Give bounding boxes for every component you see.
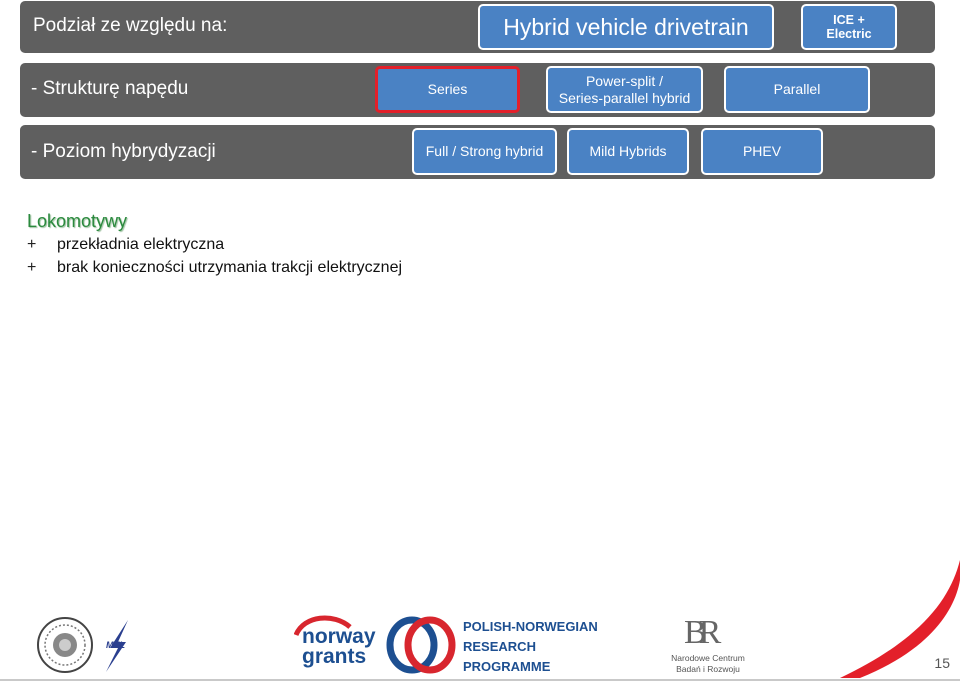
plus-marker: + xyxy=(27,259,37,276)
list-item xyxy=(27,233,402,256)
power-split-button[interactable]: Power-split / Series-parallel hybrid xyxy=(546,66,703,113)
hybrid-drivetrain-title[interactable]: Hybrid vehicle drivetrain xyxy=(478,4,774,50)
ncbr-text: Narodowe Centrum Badań i Rozwoju xyxy=(671,653,745,674)
pnrp-text: POLISH-NORWEGIAN RESEARCH PROGRAMME xyxy=(463,619,598,674)
university-seal-icon xyxy=(36,616,94,674)
list-item-text: przekładnia elektryczna xyxy=(57,236,225,253)
footer-divider xyxy=(0,679,960,681)
content-section xyxy=(27,211,402,279)
ice-electric-button[interactable]: ICE + Electric xyxy=(801,4,897,50)
plus-marker: + xyxy=(27,236,37,253)
section-heading: Lokomotywy xyxy=(27,211,128,231)
page-number: 15 xyxy=(934,655,950,671)
norway-grants-logo xyxy=(292,615,382,675)
drive-structure-label: - Strukturę napędu xyxy=(31,78,189,99)
pnrp-rings-icon xyxy=(386,616,456,674)
phev-button[interactable]: PHEV xyxy=(701,128,823,175)
hybridization-label: - Poziom hybrydyzacji xyxy=(31,141,216,162)
series-button[interactable]: Series xyxy=(375,66,520,113)
ncbr-mark: BR xyxy=(684,614,714,651)
decorative-swoosh xyxy=(780,560,960,684)
classification-label: Podział ze względu na: xyxy=(33,15,228,36)
list-item-text: brak konieczności utrzymania trakcji elektrycznej xyxy=(57,259,403,276)
mel-logo-text: MEL xyxy=(106,640,125,650)
parallel-button[interactable]: Parallel xyxy=(724,66,870,113)
mel-logo xyxy=(104,618,130,674)
mild-hybrids-button[interactable]: Mild Hybrids xyxy=(567,128,689,175)
list-item xyxy=(27,256,402,279)
full-strong-hybrid-button[interactable]: Full / Strong hybrid xyxy=(412,128,557,175)
norway-grants-text: norway grants xyxy=(302,625,376,668)
